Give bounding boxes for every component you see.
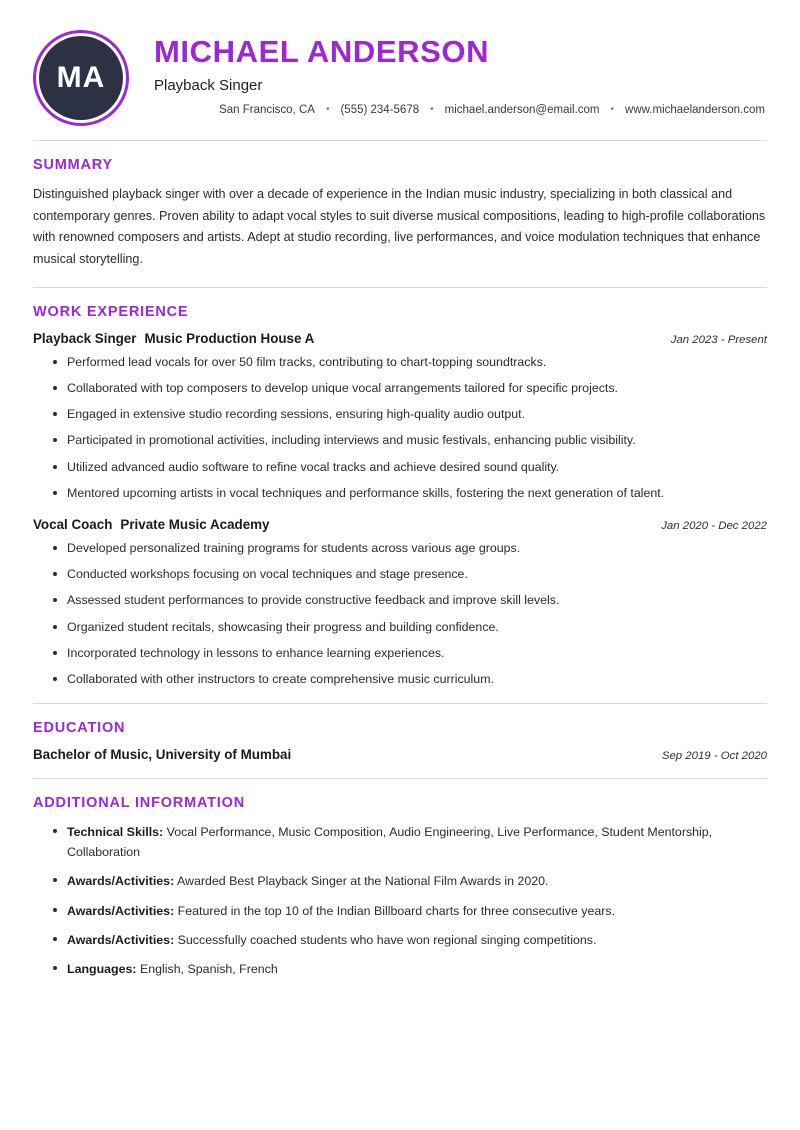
experience-title	[33, 517, 270, 532]
info-label: Languages:	[67, 961, 137, 976]
list-item: Performed lead vocals for over 50 film tracks, contributing to chart-topping soundtracks.	[53, 353, 767, 372]
experience-entry	[33, 331, 767, 503]
contact-phone: (555) 234-5678	[340, 103, 420, 116]
info-value: Vocal Performance, Music Composition, Audio Engineering, Live Performance, Student Mentorship, Collaboration	[67, 825, 713, 860]
info-value: Awarded Best Playback Singer at the National Film Awards in 2020.	[176, 874, 549, 889]
info-value: Successfully coached students who have won regional singing competitions.	[177, 932, 597, 947]
list-item: Conducted workshops focusing on vocal techniques and stage presence.	[53, 565, 767, 584]
info-label: Technical Skills:	[67, 825, 164, 840]
contact-separator-icon: •	[430, 104, 434, 116]
info-label: Awards/Activities:	[67, 932, 175, 947]
info-value: Featured in the top 10 of the Indian Billboard charts for three consecutive years.	[177, 903, 616, 918]
section-work-experience	[33, 288, 767, 690]
contact-separator-icon: •	[325, 104, 330, 116]
contact-line	[151, 104, 767, 116]
list-item: Engaged in extensive studio recording sessions, ensuring high-quality audio output.	[53, 405, 767, 424]
resume-header	[33, 28, 767, 140]
section-additional-information	[33, 779, 767, 979]
experience-organization: Private Music Academy	[120, 516, 270, 532]
list-item	[53, 822, 767, 862]
section-title-work-experience: WORK EXPERIENCE	[33, 303, 189, 320]
section-education	[33, 704, 767, 762]
contact-separator-icon: •	[610, 104, 615, 116]
contact-email[interactable]: michael.anderson@email.com	[444, 103, 600, 116]
job-title: Playback Singer	[154, 76, 263, 94]
education-date: Sep 2019 - Oct 2020	[661, 750, 767, 763]
list-item	[53, 930, 767, 950]
list-item: Collaborated with top composers to develop unique vocal arrangements tailored for specific projects.	[53, 379, 767, 398]
list-item: Participated in promotional activities, including interviews and music festivals, enhancing public visibility.	[53, 431, 767, 450]
list-item	[53, 901, 767, 921]
experience-date: Jan 2023 - Present	[670, 333, 767, 346]
experience-title	[33, 331, 314, 346]
list-item: Mentored upcoming artists in vocal techniques and performance skills, fostering the next generation of talent.	[53, 484, 767, 503]
summary-text: Distinguished playback singer with over a decade of experience in the Indian music industry, specializing in both classical and contemporary genres. Proven ability to adapt vocal styles to suit diverse musical compositions, leading to high-profile collaborations with renowned composers and artists. Adept at studio recording, live performances, and voice modulation techniques that enhance musical storytelling.	[33, 187, 766, 266]
contact-location: San Francisco, CA	[219, 103, 315, 116]
section-title-additional-information: ADDITIONAL INFORMATION	[33, 795, 245, 812]
avatar-initials: MA	[39, 36, 123, 120]
section-title-education: EDUCATION	[33, 720, 126, 737]
list-item: Assessed student performances to provide constructive feedback and improve skill levels.	[53, 591, 767, 610]
list-item	[53, 959, 767, 979]
experience-entry-header	[33, 331, 767, 346]
header-text-block	[151, 28, 767, 116]
list-item: Collaborated with other instructors to create comprehensive music curriculum.	[53, 670, 767, 689]
experience-bullets	[33, 353, 767, 503]
list-item: Utilized advanced audio software to refine vocal tracks and achieve desired sound quality.	[53, 458, 767, 477]
experience-bullets	[33, 539, 767, 689]
avatar	[33, 30, 129, 126]
experience-role: Playback Singer	[33, 330, 137, 346]
experience-organization: Music Production House A	[144, 330, 315, 346]
info-label: Awards/Activities:	[67, 874, 175, 889]
page-title: MICHAEL ANDERSON	[154, 34, 490, 69]
section-summary	[33, 141, 767, 271]
experience-date: Jan 2020 - Dec 2022	[661, 519, 767, 532]
experience-role: Vocal Coach	[33, 516, 113, 532]
contact-website[interactable]: www.michaelanderson.com	[625, 103, 765, 116]
additional-information-list	[33, 822, 767, 979]
experience-entry	[33, 517, 767, 689]
info-label: Awards/Activities:	[67, 903, 175, 918]
education-entry	[33, 747, 767, 762]
list-item	[53, 871, 767, 891]
list-item: Incorporated technology in lessons to enhance learning experiences.	[53, 644, 767, 663]
list-item: Developed personalized training programs for students across various age groups.	[53, 539, 767, 558]
education-degree: Bachelor of Music, University of Mumbai	[33, 747, 292, 763]
education-entry-header	[33, 747, 767, 762]
info-value: English, Spanish, French	[140, 961, 278, 976]
experience-entry-header	[33, 517, 767, 532]
list-item: Organized student recitals, showcasing their progress and building confidence.	[53, 618, 767, 637]
section-title-summary: SUMMARY	[33, 157, 113, 173]
